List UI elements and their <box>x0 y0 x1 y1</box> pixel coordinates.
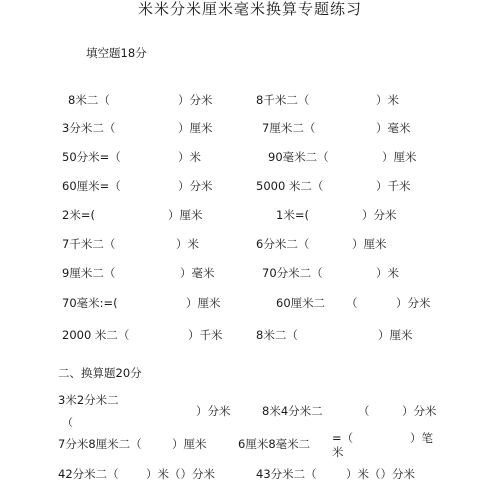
answer-unit-left: ）厘米 <box>178 121 213 135</box>
question-right: 5000 米二（ <box>256 179 324 193</box>
answer-unit-right: ）米 <box>376 266 399 280</box>
answer-unit-left: ）厘米 <box>186 296 221 310</box>
answer-unit-right: ）笔 <box>410 431 433 445</box>
answer-unit-right: ）分米 <box>396 296 431 310</box>
answer-unit-right: ）分米 <box>362 208 397 222</box>
question-left: 7分米8厘米二（ <box>58 437 142 451</box>
answer-unit-wrap: 米 <box>332 445 344 459</box>
answer-unit-right: ）分米 <box>402 404 437 418</box>
question-left: 2米=( <box>62 208 95 222</box>
answer-unit-left: ）厘米 <box>172 437 207 451</box>
answer-unit-right: ）米（）分米 <box>346 467 415 481</box>
question-right: 7厘米二（ <box>262 121 316 135</box>
answer-unit-right: ）毫米 <box>376 121 411 135</box>
answer-unit-left: ）米（）分米 <box>146 467 215 481</box>
answer-unit-left: ）米 <box>178 150 201 164</box>
answer-unit-left: ）毫米 <box>180 266 215 280</box>
answer-unit-left: ）分米 <box>196 404 231 418</box>
question-right: 8千米二（ <box>256 93 310 107</box>
answer-unit-right: ）厘米 <box>382 150 417 164</box>
question-right: 1米=( <box>276 208 309 222</box>
question-right: 6分米二（ <box>256 237 310 251</box>
question-left: 60厘米=（ <box>62 179 121 193</box>
answer-unit-right: ）厘米 <box>352 237 387 251</box>
answer-paren-right: （ <box>346 296 358 310</box>
question-right: 43分米二（ <box>256 467 317 481</box>
answer-unit-left: ）分米 <box>178 179 213 193</box>
answer-paren-right: （ <box>358 404 370 418</box>
question-left: 3分米二（ <box>62 121 116 135</box>
question-left: 2000 米二（ <box>62 328 130 342</box>
wrapped-paren-fragment: （ <box>62 416 73 429</box>
question-right: 8米二（ <box>256 328 298 342</box>
question-left: 9厘米二（ <box>62 266 116 280</box>
question-right: 8米4分米二 <box>262 404 323 418</box>
answer-unit-left: ）米 <box>176 237 199 251</box>
question-left: 3米2分米二 <box>58 393 119 407</box>
section-heading-fill-blank: 填空题18分 <box>86 46 147 60</box>
answer-unit-left: ）厘米 <box>168 208 203 222</box>
question-left: 7千米二（ <box>62 237 116 251</box>
question-right: 90毫米二（ <box>268 150 329 164</box>
question-right: 6厘米8毫米二 <box>238 437 311 451</box>
question-left: 8米二（ <box>68 93 110 107</box>
answer-unit-left: ）分米 <box>178 93 213 107</box>
question-left: 50分米=（ <box>62 150 121 164</box>
section-heading-conversion: 二、换算题20分 <box>58 366 142 380</box>
page-title: 米米分米厘米毫米换算专题练习 <box>137 0 362 18</box>
question-right: 60厘米二 <box>276 296 326 310</box>
question-right: 70分米二（ <box>262 266 323 280</box>
question-left: 70毫米:=( <box>62 296 118 310</box>
answer-unit-left: ）千米 <box>188 328 223 342</box>
answer-unit-right: ）千米 <box>376 179 411 193</box>
answer-unit-right: ）厘米 <box>378 328 413 342</box>
answer-unit-right: ）米 <box>376 93 399 107</box>
question-left: 42分米二（ <box>58 467 119 481</box>
answer-paren-right: =（ <box>332 431 354 445</box>
